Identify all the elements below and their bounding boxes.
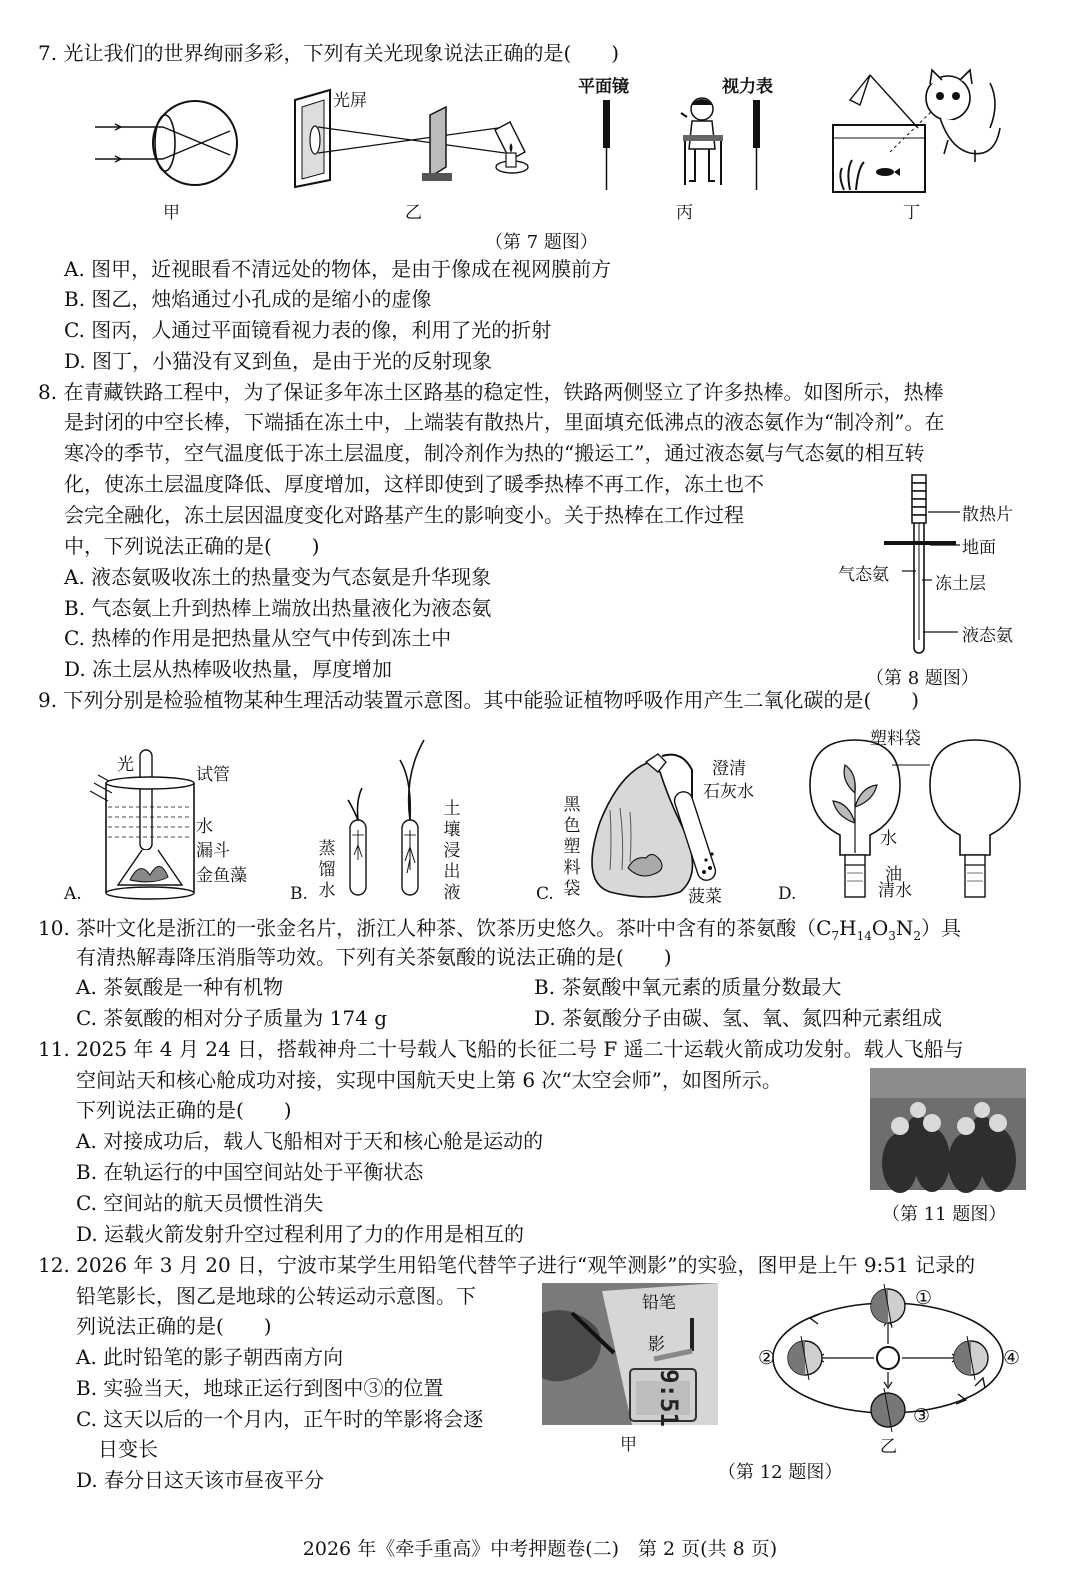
q8-line-6: 中，下列说法正确的是( ) (64, 534, 320, 558)
q11-photo-astronauts (870, 1068, 1026, 1190)
q10-option-c: C. 茶氨酸的相对分子质量为 174 g (76, 1006, 387, 1030)
q7-label-bing: 丙 (676, 203, 693, 223)
q12-option-c-cont: 日变长 (98, 1437, 158, 1461)
q12-figure-earth-orbit (760, 1282, 1020, 1442)
q12-label-p1: ① (915, 1287, 933, 1309)
q12-option-b: B. 实验当天，地球正运行到图中③的位置 (76, 1376, 444, 1400)
q9-label-clear: 清水 (878, 881, 912, 901)
q12-option-c: C. 这天以后的一个月内，正午时的竿影将会逐 (76, 1407, 484, 1431)
q9-label-water: 水 (196, 817, 213, 837)
q12-option-a: A. 此时铅笔的影子朝西南方向 (76, 1345, 344, 1369)
q12-photo-pencil-shadow (542, 1283, 718, 1425)
q7-label-mirror: 平面镜 (578, 77, 629, 97)
q8-caption: （第 8 题图） (866, 668, 979, 689)
q9-label-oil: 油 (885, 865, 902, 885)
q11-option-c: C. 空间站的航天员惯性消失 (76, 1191, 324, 1215)
q7-option-b: B. 图乙，烛焰通过小孔成的是缩小的虚像 (64, 287, 432, 311)
q9-label-distilled: 蒸馏水 (318, 839, 336, 901)
q10-option-b: B. 茶氨酸中氧元素的质量分数最大 (534, 975, 842, 999)
q7-label-jia: 甲 (163, 203, 180, 223)
q7-option-a: A. 图甲，近视眼看不清远处的物体，是由于像成在视网膜前方 (64, 257, 612, 281)
q8-label-gas: 气态氨 (838, 565, 889, 585)
q8-label-ground: 地面 (962, 538, 996, 558)
q12-caption: （第 12 题图） (718, 1462, 843, 1483)
q10-line-1-text: 10. 茶叶文化是浙江的一张金名片，浙江人种茶、饮茶历史悠久。茶叶中含有的茶氨酸（C (38, 916, 832, 940)
q8-option-a: A. 液态氨吸收冻土的热量变为气态氨是升华现象 (64, 565, 492, 589)
q11-option-d: D. 运载火箭发射升空过程利用了力的作用是相互的 (76, 1222, 525, 1246)
q9-label-lime: 澄清 (712, 759, 746, 779)
q9-figure-b-seedlings (340, 735, 440, 900)
q7-label-yi: 乙 (405, 203, 422, 223)
q12-line-1: 12. 2026 年 3 月 20 日，宁波市某学生用铅笔代替竿子进行“观竿测影”的实验，图甲是上午 9:51 记录的 (38, 1253, 976, 1277)
q9-label-plastic: 塑料袋 (870, 729, 921, 749)
q8-label-frozen: 冻土层 (935, 574, 986, 594)
q9-label-light: 光 (117, 755, 134, 775)
q8-label-fin: 散热片 (962, 505, 1013, 525)
q9-label-spinach: 菠菜 (688, 887, 722, 907)
q8-line-3: 寒冷的季节，空气温度低于冻土层温度，制冷剂作为热的“搬运工”，通过液态氨与气态氨的相互转 (64, 441, 925, 465)
q10-formula-n-count: 2 (913, 929, 922, 943)
q8-option-c: C. 热棒的作用是把热量从空气中传到冻土中 (64, 626, 452, 650)
q9-label-a: A. (64, 884, 82, 904)
q11-line-2: 空间站天和核心舱成功对接，实现中国航天史上第 6 次“太空会师”，如图所示。 (76, 1068, 782, 1092)
q11-caption: （第 11 题图） (882, 1204, 1007, 1225)
q9-label-d: D. (778, 884, 797, 904)
q11-option-a: A. 对接成功后，载人飞船相对于天和核心舱是运动的 (76, 1129, 544, 1153)
q12-label-jia: 甲 (620, 1435, 637, 1455)
q10-formula-o-count: 3 (888, 929, 896, 943)
q7-label-screen: 光屏 (333, 91, 367, 111)
q9-stem: 9. 下列分别是检验植物某种生理活动装置示意图。其中能验证植物呼吸作用产生二氧化碳的是( ) (38, 688, 920, 712)
q9-label-weed: 金鱼藻 (196, 866, 247, 886)
q10-line-1-end: ）具 (921, 916, 962, 940)
q8-label-liquid: 液态氨 (962, 626, 1013, 646)
q10-formula-n: N (895, 916, 914, 940)
page-footer: 2026 年《牵手重高》中考押题卷(二) 第 2 页(共 8 页) (302, 1538, 778, 1560)
q12-line-3: 列说法正确的是( ) (76, 1314, 272, 1338)
q8-line-4: 化，使冻土层温度降低、厚度增加，这样即使到了暖季热棒不再工作，冻土也不 (64, 472, 764, 496)
q7-stem: 7. 光让我们的世界绚丽多彩，下列有关光现象说法正确的是( ) (38, 41, 620, 65)
q10-option-a: A. 茶氨酸是一种有机物 (76, 975, 284, 999)
q12-label-shadow: 影 (648, 1335, 665, 1355)
q10-formula-h: H (839, 916, 857, 940)
q8-option-b: B. 气态氨上升到热棒上端放出热量液化为液态氨 (64, 596, 492, 620)
q9-label-tube: 试管 (196, 765, 230, 785)
q9-label-bag: 黑色塑料袋 (563, 795, 581, 899)
q12-label-p3: ③ (913, 1405, 931, 1427)
q10-option-d: D. 茶氨酸分子由碳、氢、氧、氮四种元素组成 (534, 1006, 943, 1030)
q9-label-funnel: 漏斗 (196, 841, 230, 861)
q8-line-2: 是封闭的中空长棒，下端插在冻土中，上端装有散热片，里面填充低沸点的液态氨作为“制冷剂”。在 (64, 410, 945, 434)
q12-label-pencil: 铅笔 (642, 1293, 676, 1313)
q7-label-chart: 视力表 (722, 77, 773, 97)
q12-option-d: D. 春分日这天该市昼夜平分 (76, 1468, 325, 1492)
q9-label-water2: 水 (880, 829, 897, 849)
q8-line-1: 8. 在青藏铁路工程中，为了保证多年冻土区路基的稳定性，铁路两侧竖立了许多热棒。如图所示，热棒 (38, 380, 944, 404)
q9-label-lime2: 石灰水 (703, 782, 754, 802)
q10-formula-h-count: 14 (856, 929, 872, 943)
q12-label-yi: 乙 (880, 1437, 897, 1457)
q12-label-p4: ④ (1003, 1347, 1021, 1369)
q10-formula-c-count: 7 (831, 929, 840, 943)
q7-option-d: D. 图丁，小猫没有叉到鱼，是由于光的反射现象 (64, 349, 493, 373)
q11-option-b: B. 在轨运行的中国空间站处于平衡状态 (76, 1160, 424, 1184)
q9-label-b: B. (290, 884, 308, 904)
q9-figure-a-aquatic-plant (90, 745, 200, 900)
q9-label-c: C. (536, 884, 554, 904)
q9-figure-d-plastic-bags (800, 735, 1030, 900)
q9-label-soil: 土壤浸出液 (443, 799, 461, 903)
q8-line-5: 会完全融化，冻土层因温度变化对路基产生的影响变小。关于热棒在工作过程 (64, 503, 744, 527)
q8-option-d: D. 冻土层从热棒吸收热量，厚度增加 (64, 657, 393, 681)
q10-formula-o: O (871, 916, 889, 940)
q12-line-2: 铅笔影长，图乙是地球的公转运动示意图。下 (76, 1284, 476, 1308)
q7-label-ding: 丁 (903, 203, 920, 223)
q7-option-c: C. 图丙，人通过平面镜看视力表的像，利用了光的折射 (64, 318, 552, 342)
q11-line-1: 11. 2025 年 4 月 24 日，搭载神舟二十号载人飞船的长征二号 F 遥二十运载火箭成功发射。载人飞船与 (38, 1037, 964, 1061)
q7-caption: （第 7 题图） (485, 232, 598, 253)
q10-line-2: 有清热解毒降压消脂等功效。下列有关茶氨酸的说法正确的是( ) (76, 945, 672, 969)
q11-line-3: 下列说法正确的是( ) (76, 1098, 292, 1122)
q12-clock-display: 9:51 (654, 1369, 683, 1427)
q12-label-p2: ② (758, 1347, 776, 1369)
